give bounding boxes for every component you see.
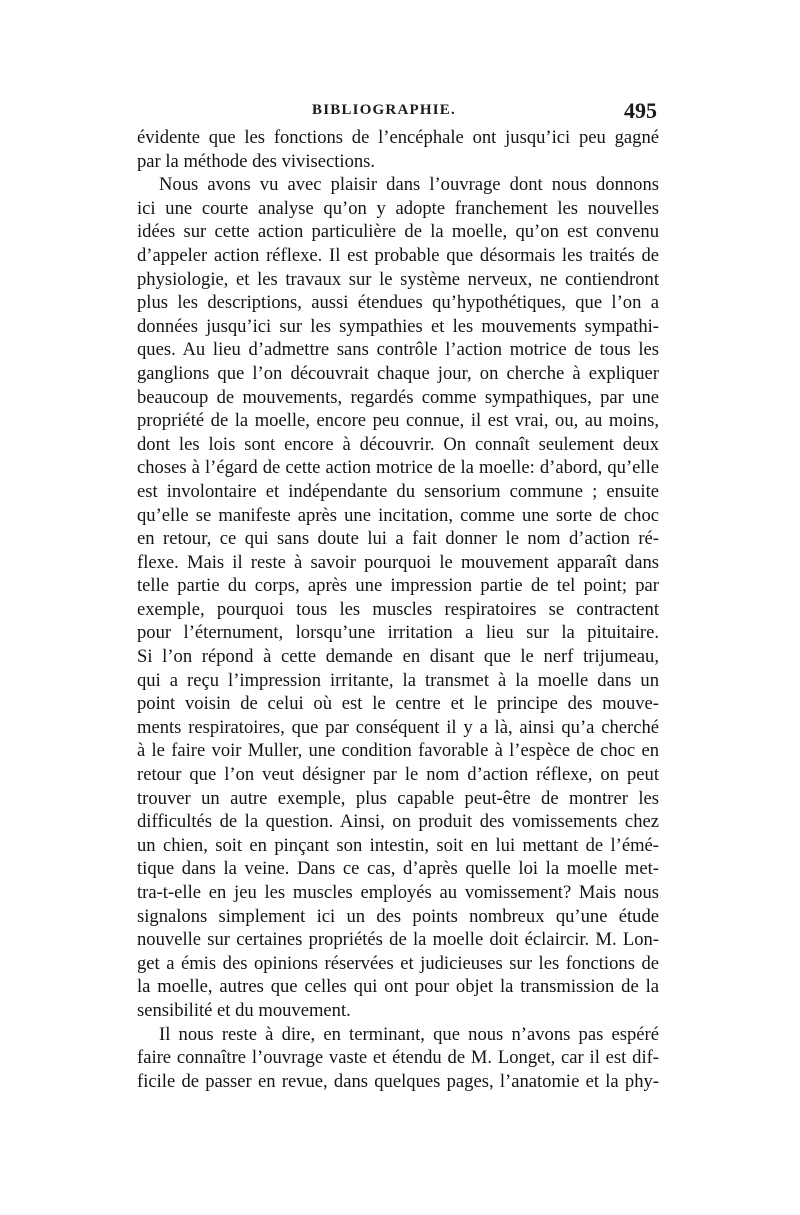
page-header: [137, 98, 657, 126]
text-line: un chien, soit en pinçant son intestin, soit en lui mettant de l’émé-: [137, 834, 659, 856]
text-line: qui a reçu l’impression irritante, la transmet à la moelle dans un: [137, 669, 659, 691]
text-line: retour que l’on veut désigner par le nom d’action réflexe, on peut: [137, 764, 659, 786]
text-line: telle partie du corps, après une impression partie de tel point; par: [137, 575, 659, 597]
text-line: idées sur cette action particulière de la moelle, qu’on est convenu: [137, 221, 659, 243]
text-line: la moelle, autres que celles qui ont pour objet la transmission de la: [137, 976, 659, 998]
text-line: tique dans la veine. Dans ce cas, d’après quelle loi la moelle met-: [137, 858, 659, 880]
text-line: beaucoup de mouvements, regardés comme sympathiques, par une: [137, 386, 659, 408]
text-line: signalons simplement ici un des points nombreux qu’une étude: [137, 905, 659, 927]
text-line: qu’elle se manifeste après une incitation, comme une sorte de choc: [137, 504, 659, 526]
text-line: sensibilité et du mouvement.: [137, 999, 351, 1021]
text-line: Il nous reste à dire, en terminant, que nous n’avons pas espéré: [159, 1023, 659, 1045]
text-line: choses à l’égard de cette action motrice de la moelle: d’abord, qu’elle: [137, 457, 659, 479]
text-line: par la méthode des vivisections.: [137, 150, 376, 172]
text-line: point voisin de celui où est le centre et le principe des mouve-: [137, 693, 659, 715]
text-line: ments respiratoires, que par conséquent il y a là, ainsi qu’a cherché: [137, 716, 659, 738]
text-line: nouvelle sur certaines propriétés de la moelle doit éclaircir. M. Lon-: [137, 929, 659, 951]
text-line: ficile de passer en revue, dans quelques pages, l’anatomie et la phy-: [137, 1070, 659, 1092]
text-line: propriété de la moelle, encore peu connue, il est vrai, ou, au moins,: [137, 410, 659, 432]
text-line: exemple, pourquoi tous les muscles respiratoires se contractent: [137, 598, 659, 620]
text-line: faire connaître l’ouvrage vaste et étendu de M. Longet, car il est dif-: [137, 1047, 659, 1069]
text-line: trouver un autre exemple, plus capable peut-être de montrer les: [137, 787, 659, 809]
text-line: à le faire voir Muller, une condition favorable à l’espèce de choc en: [137, 740, 659, 762]
running-title: BIBLIOGRAPHIE.: [312, 102, 456, 118]
text-line: données jusqu’ici sur les sympathies et les mouvements sympathi-: [137, 315, 659, 337]
text-line: ques. Au lieu d’admettre sans contrôle l’action motrice de tous les: [137, 339, 659, 361]
text-line: ici une courte analyse qu’on y adopte franchement les nouvelles: [137, 197, 659, 219]
text-line: Si l’on répond à cette demande en disant que le nerf trijumeau,: [137, 646, 659, 668]
text-line: get a émis des opinions réservées et judicieuses sur les fonctions de: [137, 952, 659, 974]
text-line: dont les lois sont encore à découvrir. On connaît seulement deux: [137, 433, 659, 455]
text-line: pour l’éternument, lorsqu’une irritation a lieu sur la pituitaire.: [137, 622, 659, 644]
text-line: flexe. Mais il reste à savoir pourquoi le mouvement apparaît dans: [137, 551, 659, 573]
text-line: tra-t-elle en jeu les muscles employés au vomissement? Mais nous: [137, 882, 659, 903]
text-line: physiologie, et les travaux sur le système nerveux, ne contiendront: [137, 268, 659, 290]
text-line: difficultés de la question. Ainsi, on produit des vomissements chez: [137, 811, 659, 833]
page-number: 495: [624, 98, 657, 123]
text-line: ganglions que l’on découvrait chaque jour, on cherche à expliquer: [137, 362, 659, 384]
text-line: en retour, ce qui sans doute lui a fait donner le nom d’action ré-: [137, 528, 659, 550]
text-line: est involontaire et indépendante du sensorium commune ; ensuite: [137, 480, 659, 502]
text-line: Nous avons vu avec plaisir dans l’ouvrage dont nous donnons: [159, 174, 659, 196]
text-line: évidente que les fonctions de l’encéphale ont jusqu’ici peu gagné: [137, 127, 659, 148]
text-line: d’appeler action réflexe. Il est probable que désormais les traités de: [137, 244, 659, 266]
text-line: plus les descriptions, aussi étendues qu’hypothétiques, que l’on a: [137, 292, 659, 314]
body-text: [137, 126, 659, 1093]
